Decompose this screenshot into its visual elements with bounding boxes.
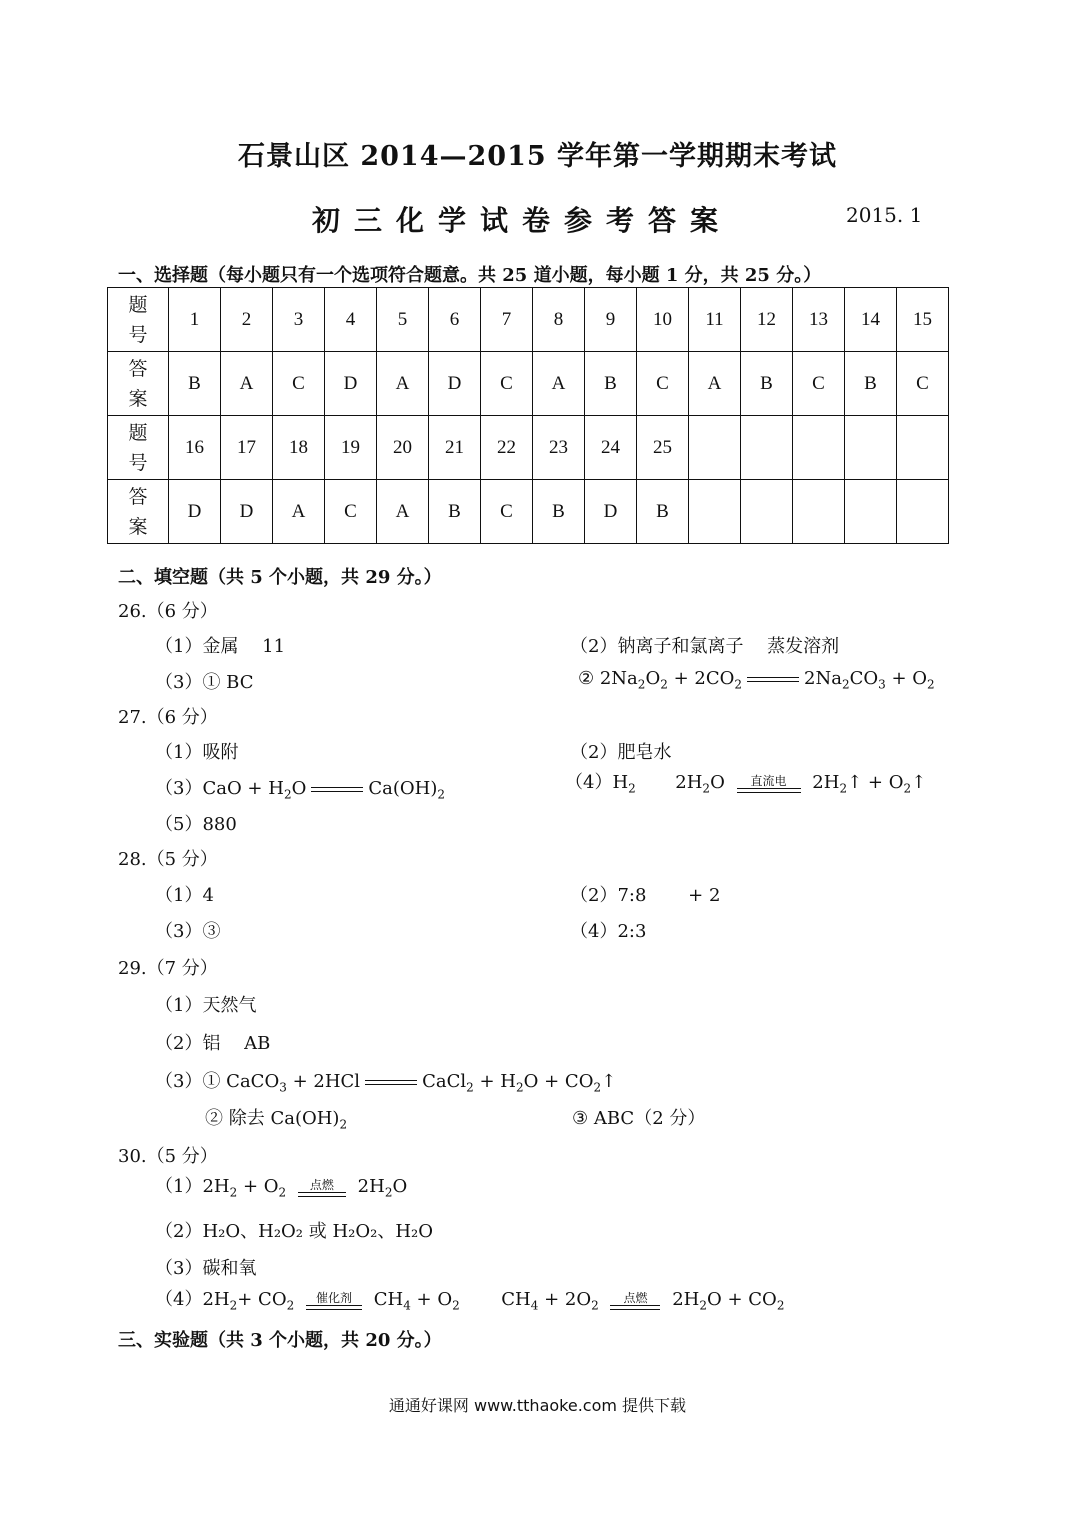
equals-sign [747, 677, 799, 682]
reaction-arrow: 直流电 [737, 774, 801, 793]
answer-cell: D [585, 480, 637, 544]
q27-answer-2: （2）肥皂水 [570, 742, 672, 763]
answer-cell: A [273, 480, 325, 544]
equals-sign [365, 1080, 417, 1085]
answer-cell: B [741, 352, 793, 416]
q29-answer-4: ② 除去 $Ca(OH)_2$ [205, 1108, 348, 1132]
question-number [741, 416, 793, 480]
question-number: 25 [637, 416, 689, 480]
answer-cell: D [221, 480, 273, 544]
section-3-heading: 三、实验题（共 3 个小题，共 20 分。） [118, 1330, 442, 1351]
q30-answer-2: （2）H₂O、H₂O₂ 或 H₂O₂、H₂O [155, 1221, 434, 1242]
reaction-arrow: 催化剂 [306, 1291, 362, 1310]
q29-answer-3: （3）① CaCO$_3$ + 2HCl CaCl$_2$ + $H_2O$ + $CO_2↑$ [155, 1071, 617, 1095]
question-number: 6 [429, 288, 481, 352]
q27-answer-3: $(3)CaO + H_2O$ $Ca(OH)_2$ [155, 778, 445, 802]
answer-cell: C [897, 352, 949, 416]
answer-cell: D [169, 480, 221, 544]
answer-cell: D [429, 352, 481, 416]
reaction-arrow: 点燃 [298, 1178, 346, 1197]
question-number: 8 [533, 288, 585, 352]
question-number [897, 416, 949, 480]
equals-sign [311, 787, 363, 792]
question-number: 24 [585, 416, 637, 480]
question-number: 21 [429, 416, 481, 480]
q27-heading: 27.（6 分） [118, 707, 218, 728]
question-number [689, 416, 741, 480]
q26-answer-2: （2）钠离子和氯离子 蒸发溶剂 [570, 636, 840, 657]
question-number: 20 [377, 416, 429, 480]
q26-answer-1: （1）金属 11 [155, 636, 286, 657]
answer-cell: B [845, 352, 897, 416]
q29-answer-1: （1）天然气 [155, 995, 257, 1016]
row-label: 答 案 [108, 352, 169, 416]
question-number: 18 [273, 416, 325, 480]
answer-cell [897, 480, 949, 544]
answer-cell: A [689, 352, 741, 416]
question-number: 23 [533, 416, 585, 480]
q30-answer-3: （3）碳和氧 [155, 1258, 257, 1279]
question-number: 12 [741, 288, 793, 352]
row-label: 题 号 [108, 416, 169, 480]
question-number: 7 [481, 288, 533, 352]
answer-cell [689, 480, 741, 544]
answer-cell: B [637, 480, 689, 544]
question-number: 9 [585, 288, 637, 352]
q29-answer-2: （2）铝 AB [155, 1033, 271, 1054]
page-footer: 通通好课网 www.tthaoke.com 提供下载 [388, 1396, 687, 1415]
q30-answer-1: $(1)2H_2 + O_2$ 点燃 $2H_2O$ [155, 1176, 408, 1200]
answer-cell: B [585, 352, 637, 416]
answer-cell: C [637, 352, 689, 416]
question-number: 22 [481, 416, 533, 480]
answer-cell: C [325, 480, 377, 544]
question-number: 2 [221, 288, 273, 352]
question-number: 16 [169, 416, 221, 480]
answer-cell [845, 480, 897, 544]
table-row [108, 288, 949, 352]
q30-heading: 30.（5 分） [118, 1146, 218, 1167]
answer-cell: A [377, 480, 429, 544]
q30-answer-4: $(4)2H_2+ CO_2$ 催化剂 $CH_4 + O_2$ $CH_4 + 2O_2$ 点燃 $2H_2O + CO_2$ [155, 1289, 785, 1313]
q26-answer-3: （3）① BC [155, 672, 254, 693]
q28-answer-2: （2）7:8 + 2 [570, 885, 721, 906]
answer-cell [741, 480, 793, 544]
page-subtitle: 初三化学试卷参考答案 [312, 204, 733, 237]
row-label: 答 案 [108, 480, 169, 544]
page-title: 石景山区 2014—2015 学年第一学期期末考试 [237, 141, 838, 172]
answer-cell [793, 480, 845, 544]
question-number [793, 416, 845, 480]
answer-cell: B [533, 480, 585, 544]
answer-cell: C [793, 352, 845, 416]
answer-cell: C [481, 480, 533, 544]
question-number: 10 [637, 288, 689, 352]
question-number [845, 416, 897, 480]
q28-heading: 28.（5 分） [118, 849, 218, 870]
question-number: 17 [221, 416, 273, 480]
q29-heading: 29.（7 分） [118, 958, 218, 979]
answer-cell: C [481, 352, 533, 416]
answer-table [107, 287, 949, 544]
q26-heading: 26.（6 分） [118, 601, 218, 622]
section-2-heading: 二、填空题（共 5 个小题，共 29 分。） [118, 567, 442, 588]
table-row [108, 416, 949, 480]
table-row [108, 352, 949, 416]
answer-cell: B [429, 480, 481, 544]
q29-answer-5: ③ ABC（2 分） [572, 1108, 706, 1129]
answer-cell: D [325, 352, 377, 416]
q27-answer-1: （1）吸附 [155, 742, 239, 763]
question-number: 14 [845, 288, 897, 352]
answer-cell: A [533, 352, 585, 416]
question-number: 15 [897, 288, 949, 352]
question-number: 19 [325, 416, 377, 480]
answer-cell: A [221, 352, 273, 416]
q28-answer-1: （1）4 [155, 885, 214, 906]
row-label: 题 号 [108, 288, 169, 352]
section-1-heading: 一、选择题（每小题只有一个选项符合题意。共 25 道小题，每小题 1 分，共 25 分。） [118, 265, 822, 286]
table-row [108, 480, 949, 544]
question-number: 11 [689, 288, 741, 352]
answer-cell: B [169, 352, 221, 416]
question-number: 3 [273, 288, 325, 352]
q27-answer-5: （5）880 [155, 814, 237, 835]
question-number: 1 [169, 288, 221, 352]
reaction-arrow: 点燃 [610, 1291, 660, 1310]
question-number: 4 [325, 288, 377, 352]
exam-date: 2015. 1 [846, 203, 923, 227]
q26-answer-4: ② $2Na_2O_2 + 2CO_2$ $2Na_2CO_3 + O_2$ [578, 668, 935, 692]
answer-cell: C [273, 352, 325, 416]
question-number: 13 [793, 288, 845, 352]
answer-cell: A [377, 352, 429, 416]
question-number: 5 [377, 288, 429, 352]
q27-answer-4: $(4)H_2$ $2H_2O$ 直流电 $2H_2↑$ + $O_2↑$ [565, 772, 927, 796]
q28-answer-4: （4）2:3 [570, 921, 647, 942]
q28-answer-3: （3）③ [155, 921, 221, 942]
